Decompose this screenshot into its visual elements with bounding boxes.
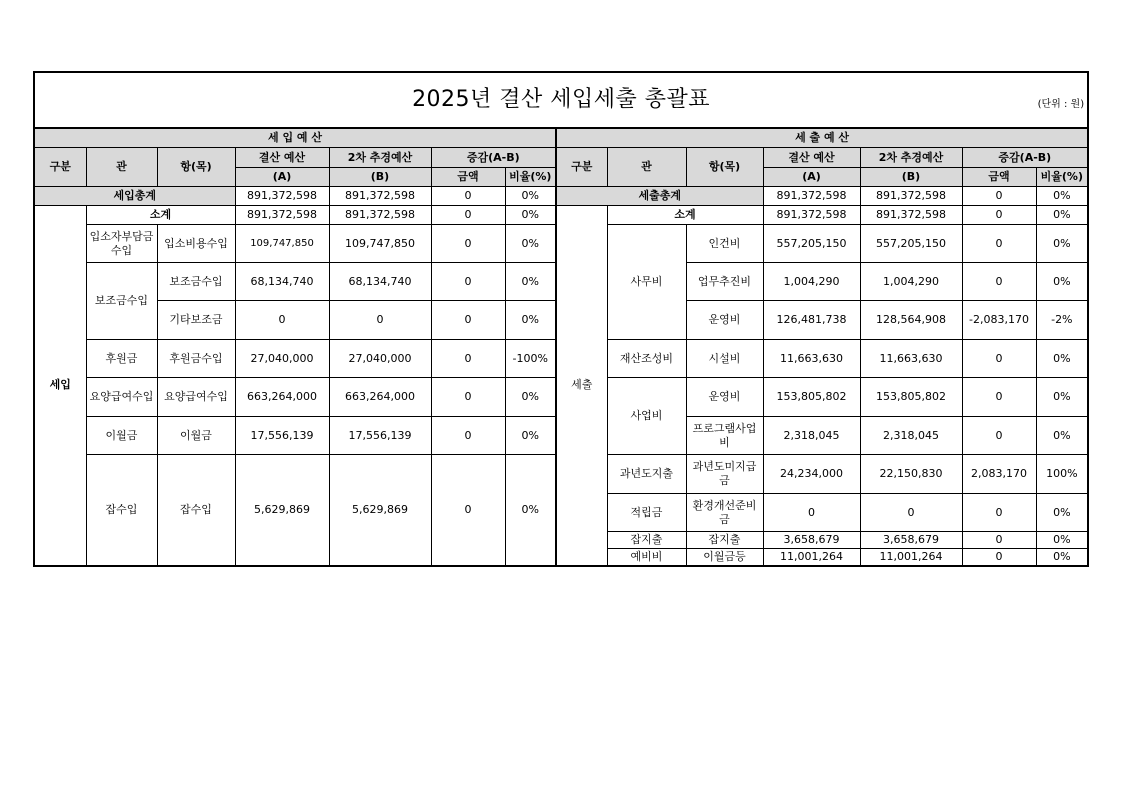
income-b-cell: 663,264,000: [329, 378, 431, 417]
income-diff-cell: 0: [431, 417, 505, 455]
title-cell: [34, 72, 1088, 128]
expense-subtotal-label: 소계: [607, 206, 763, 225]
expense-hang-cell: 잡지출: [686, 532, 763, 549]
expense-ratio-cell: 0%: [1036, 549, 1088, 566]
expense-a-cell: 24,234,000: [763, 455, 860, 494]
expense-a-cell: 11,663,630: [763, 340, 860, 378]
income-a-cell: 663,264,000: [235, 378, 329, 417]
expense-hang-cell: 운영비: [686, 378, 763, 417]
income-ratio-cell: 0%: [505, 378, 556, 417]
income-diff-header: 증감(A-B): [431, 148, 556, 168]
income-diff-cell: 0: [431, 340, 505, 378]
expense-a-cell: 0: [763, 494, 860, 532]
expense-b-cell: 557,205,150: [860, 225, 962, 263]
income-gwan-cell: 이월금: [86, 417, 157, 455]
income-diff-cell: 0: [431, 378, 505, 417]
expense-ratio-cell: 0%: [1036, 225, 1088, 263]
expense-section-header: 세 출 예 산: [556, 128, 1088, 148]
expense-supplement-header: 2차 추경예산: [860, 148, 962, 168]
expense-total-b: 891,372,598: [860, 187, 962, 206]
expense-diff-cell: 0: [962, 417, 1036, 455]
expense-col-b: (B): [860, 168, 962, 187]
expense-a-cell: 153,805,802: [763, 378, 860, 417]
expense-ratio-cell: 0%: [1036, 417, 1088, 455]
income-col-b: (B): [329, 168, 431, 187]
income-category-cell: 세입: [34, 206, 86, 566]
income-subtotal-ratio: 0%: [505, 206, 556, 225]
income-hang-header: 항(목): [157, 148, 235, 187]
income-hang-cell: 보조금수입: [157, 263, 235, 301]
expense-b-cell: 153,805,802: [860, 378, 962, 417]
expense-total-a: 891,372,598: [763, 187, 860, 206]
expense-a-cell: 1,004,290: [763, 263, 860, 301]
expense-hang-cell: 프로그램사업비: [686, 417, 763, 455]
income-gwan-cell: 요양급여수입: [86, 378, 157, 417]
income-supplement-header: 2차 추경예산: [329, 148, 431, 168]
expense-b-cell: 128,564,908: [860, 301, 962, 340]
income-ratio-cell: 0%: [505, 225, 556, 263]
expense-ratio-header: 비율(%): [1036, 168, 1088, 187]
income-hang-cell: 입소비용수입: [157, 225, 235, 263]
income-diff-cell: 0: [431, 225, 505, 263]
expense-gwan-cell: 예비비: [607, 549, 686, 566]
income-ratio-header: 비율(%): [505, 168, 556, 187]
expense-b-cell: 0: [860, 494, 962, 532]
income-hang-cell: 기타보조금: [157, 301, 235, 340]
income-hang-cell: 잡수입: [157, 455, 235, 566]
income-b-cell: 68,134,740: [329, 263, 431, 301]
expense-ratio-cell: 0%: [1036, 263, 1088, 301]
expense-a-cell: 557,205,150: [763, 225, 860, 263]
expense-ratio-cell: 0%: [1036, 494, 1088, 532]
expense-b-cell: 11,001,264: [860, 549, 962, 566]
expense-gwan-header: 관: [607, 148, 686, 187]
income-ratio-cell: 0%: [505, 263, 556, 301]
expense-a-cell: 11,001,264: [763, 549, 860, 566]
income-hang-cell: 요양급여수입: [157, 378, 235, 417]
income-ratio-cell: 0%: [505, 301, 556, 340]
expense-gwan-cell: 사무비: [607, 225, 686, 340]
income-a-cell: 27,040,000: [235, 340, 329, 378]
income-subtotal-diff: 0: [431, 206, 505, 225]
expense-ratio-cell: 0%: [1036, 378, 1088, 417]
income-ratio-cell: 0%: [505, 455, 556, 566]
income-subtotal-b: 891,372,598: [329, 206, 431, 225]
income-settlement-header: 결산 예산: [235, 148, 329, 168]
expense-hang-cell: 운영비: [686, 301, 763, 340]
income-ratio-cell: 0%: [505, 417, 556, 455]
expense-category-cell: 세출: [556, 206, 607, 566]
expense-hang-cell: 환경개선준비금: [686, 494, 763, 532]
expense-total-ratio: 0%: [1036, 187, 1088, 206]
budget-summary-sheet: [33, 71, 1087, 567]
income-a-cell: 109,747,850: [235, 225, 329, 263]
expense-diff-cell: -2,083,170: [962, 301, 1036, 340]
expense-gwan-cell: 잡지출: [607, 532, 686, 549]
expense-category-header: 구분: [556, 148, 607, 187]
expense-ratio-cell: 100%: [1036, 455, 1088, 494]
expense-b-cell: 1,004,290: [860, 263, 962, 301]
page-title: 2025년 결산 세입세출 총괄표: [412, 87, 711, 112]
income-diff-cell: 0: [431, 455, 505, 566]
income-subtotal-label: 소계: [86, 206, 235, 225]
income-b-cell: 0: [329, 301, 431, 340]
income-gwan-cell: 보조금수입: [86, 263, 157, 340]
expense-subtotal-b: 891,372,598: [860, 206, 962, 225]
income-gwan-cell: 잡수입: [86, 455, 157, 566]
income-col-a: (A): [235, 168, 329, 187]
expense-subtotal-ratio: 0%: [1036, 206, 1088, 225]
unit-label: (단위 : 원): [1037, 99, 1085, 110]
income-ratio-cell: -100%: [505, 340, 556, 378]
expense-a-cell: 3,658,679: [763, 532, 860, 549]
income-gwan-cell: 입소자부담금수입: [86, 225, 157, 263]
expense-hang-cell: 업무추진비: [686, 263, 763, 301]
expense-hang-cell: 인건비: [686, 225, 763, 263]
expense-a-cell: 2,318,045: [763, 417, 860, 455]
expense-diff-cell: 2,083,170: [962, 455, 1036, 494]
income-hang-cell: 이월금: [157, 417, 235, 455]
income-total-label: 세입총계: [34, 187, 235, 206]
income-total-ratio: 0%: [505, 187, 556, 206]
expense-b-cell: 11,663,630: [860, 340, 962, 378]
income-category-header: 구분: [34, 148, 86, 187]
income-total-a: 891,372,598: [235, 187, 329, 206]
income-b-cell: 5,629,869: [329, 455, 431, 566]
income-total-b: 891,372,598: [329, 187, 431, 206]
expense-subtotal-diff: 0: [962, 206, 1036, 225]
expense-total-label: 세출총계: [556, 187, 763, 206]
income-section-header: 세 입 예 산: [34, 128, 556, 148]
income-a-cell: 17,556,139: [235, 417, 329, 455]
income-a-cell: 5,629,869: [235, 455, 329, 566]
expense-b-cell: 3,658,679: [860, 532, 962, 549]
expense-settlement-header: 결산 예산: [763, 148, 860, 168]
expense-b-cell: 2,318,045: [860, 417, 962, 455]
income-total-diff: 0: [431, 187, 505, 206]
income-gwan-header: 관: [86, 148, 157, 187]
expense-amount-header: 금액: [962, 168, 1036, 187]
expense-diff-cell: 0: [962, 378, 1036, 417]
income-b-cell: 17,556,139: [329, 417, 431, 455]
expense-ratio-cell: 0%: [1036, 340, 1088, 378]
income-amount-header: 금액: [431, 168, 505, 187]
expense-hang-cell: 과년도미지급금: [686, 455, 763, 494]
expense-ratio-cell: 0%: [1036, 532, 1088, 549]
income-diff-cell: 0: [431, 301, 505, 340]
expense-hang-header: 항(목): [686, 148, 763, 187]
income-b-cell: 109,747,850: [329, 225, 431, 263]
income-hang-cell: 후원금수입: [157, 340, 235, 378]
income-diff-cell: 0: [431, 263, 505, 301]
expense-gwan-cell: 적립금: [607, 494, 686, 532]
income-a-cell: 0: [235, 301, 329, 340]
expense-b-cell: 22,150,830: [860, 455, 962, 494]
income-gwan-cell: 후원금: [86, 340, 157, 378]
expense-diff-cell: 0: [962, 263, 1036, 301]
expense-gwan-cell: 사업비: [607, 378, 686, 455]
expense-diff-cell: 0: [962, 532, 1036, 549]
expense-diff-cell: 0: [962, 340, 1036, 378]
expense-a-cell: 126,481,738: [763, 301, 860, 340]
expense-hang-cell: 시설비: [686, 340, 763, 378]
expense-gwan-cell: 재산조성비: [607, 340, 686, 378]
expense-gwan-cell: 과년도지출: [607, 455, 686, 494]
income-subtotal-a: 891,372,598: [235, 206, 329, 225]
expense-ratio-cell: -2%: [1036, 301, 1088, 340]
expense-subtotal-a: 891,372,598: [763, 206, 860, 225]
income-a-cell: 68,134,740: [235, 263, 329, 301]
expense-total-diff: 0: [962, 187, 1036, 206]
expense-diff-header: 증감(A-B): [962, 148, 1088, 168]
income-b-cell: 27,040,000: [329, 340, 431, 378]
expense-col-a: (A): [763, 168, 860, 187]
expense-diff-cell: 0: [962, 549, 1036, 566]
expense-hang-cell: 이월금등: [686, 549, 763, 566]
expense-diff-cell: 0: [962, 494, 1036, 532]
expense-diff-cell: 0: [962, 225, 1036, 263]
budget-table: [33, 71, 1089, 567]
